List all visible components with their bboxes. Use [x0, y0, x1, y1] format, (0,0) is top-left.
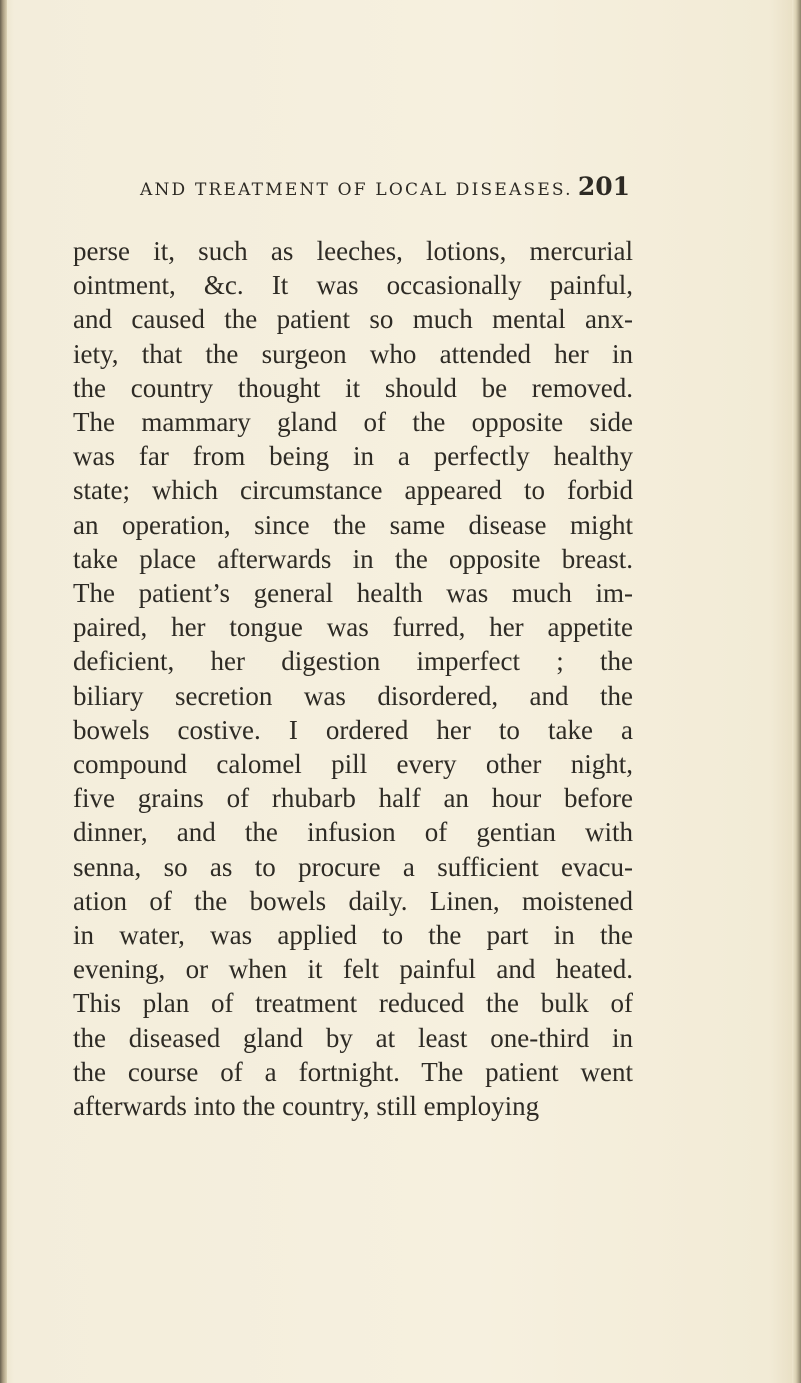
- text-line: The mammary gland of the opposite side: [73, 407, 633, 438]
- text-line: iety, that the surgeon who attended her in: [73, 338, 633, 369]
- text-line: ointment, &c. It was occasionally painful,: [73, 270, 633, 301]
- text-line: The patient’s general health was much im-: [73, 578, 633, 609]
- body-text: [73, 234, 633, 1123]
- running-title: AND TREATMENT OF LOCAL DISEASES.: [140, 180, 573, 200]
- text-line: compound calomel pill every other night,: [73, 749, 633, 780]
- text-line: dinner, and the infusion of gentian with: [73, 817, 633, 848]
- page-number: 201: [577, 172, 630, 201]
- text-line: paired, her tongue was furred, her appetite: [73, 612, 633, 643]
- text-line: in water, was applied to the part in the: [73, 920, 633, 951]
- text-line: the diseased gland by at least one-third in: [73, 1022, 633, 1053]
- page-left-edge: [0, 0, 7, 1383]
- text-line: an operation, since the same disease might: [73, 509, 633, 540]
- text-line: evening, or when it felt painful and heated.: [73, 954, 633, 985]
- text-line: perse it, such as leeches, lotions, mercurial: [73, 236, 633, 266]
- text-line: was far from being in a perfectly healthy: [73, 441, 633, 472]
- text-line: the course of a fortnight. The patient went: [73, 1056, 633, 1087]
- text-line: bowels costive. I ordered her to take a: [73, 714, 633, 745]
- text-line: and caused the patient so much mental anx-: [73, 304, 633, 335]
- text-line: the country thought it should be removed.: [73, 372, 633, 403]
- text-line: afterwards into the country, still employing: [73, 1091, 540, 1122]
- text-line: five grains of rhubarb half an hour before: [73, 783, 633, 814]
- text-line: take place afterwards in the opposite breast.: [73, 543, 633, 574]
- text-line: deficient, her digestion imperfect ; the: [73, 646, 633, 677]
- page-right-edge: [792, 0, 801, 1383]
- text-line: This plan of treatment reduced the bulk of: [73, 988, 633, 1019]
- text-line: state; which circumstance appeared to forbid: [73, 475, 633, 506]
- text-line: senna, so as to procure a sufficient evacu-: [73, 851, 633, 882]
- text-line: ation of the bowels daily. Linen, moistened: [73, 885, 633, 916]
- text-line: biliary secretion was disordered, and the: [73, 680, 633, 711]
- running-head: [140, 172, 630, 201]
